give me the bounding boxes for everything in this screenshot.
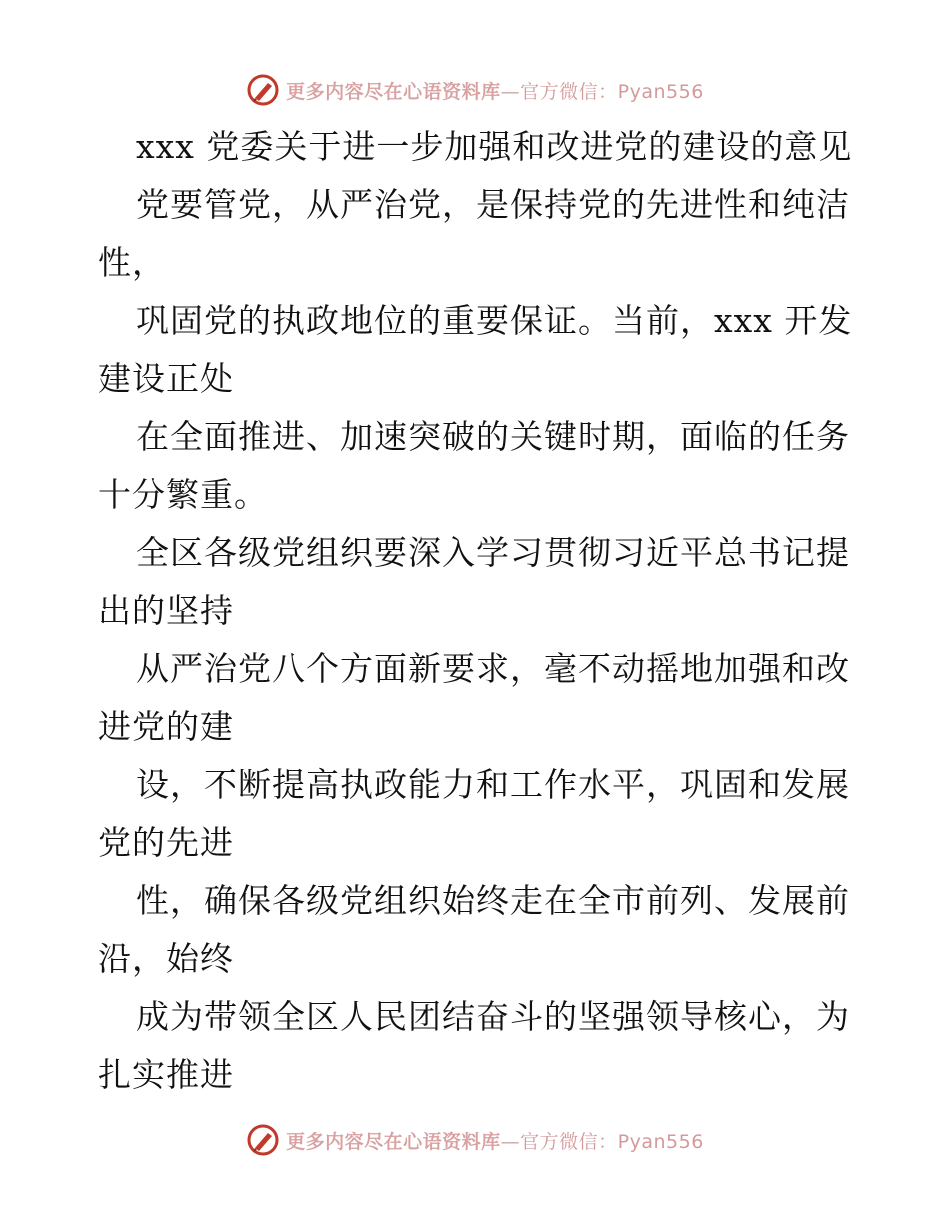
banner-contact-text: 官方微信：Pyan556	[520, 1130, 704, 1153]
document-line: 设，不断提高执政能力和工作水平，巩固和发展	[136, 765, 850, 804]
footer-banner	[0, 1120, 950, 1160]
document-line: 进党的建	[98, 707, 234, 746]
document-line: 十分繁重。	[98, 475, 268, 514]
document-line: 沿，始终	[98, 939, 234, 978]
banner-main-text: 更多内容尽在心语资料库	[286, 80, 501, 103]
banner-separator: —	[500, 80, 521, 103]
document-line: xxx 党委关于进一步加强和改进党的建设的意见	[136, 127, 853, 166]
document-line: 党的先进	[98, 823, 234, 862]
document-line: 在全面推进、加速突破的关键时期，面临的任务	[136, 417, 850, 456]
pen-logo-icon	[246, 1123, 280, 1157]
document-line: 性，	[98, 243, 166, 282]
banner-main-text: 更多内容尽在心语资料库	[286, 1130, 501, 1153]
document-line: 全区各级党组织要深入学习贯彻习近平总书记提	[136, 533, 850, 572]
banner-text	[286, 77, 704, 104]
pen-logo-icon	[246, 73, 280, 107]
document-line: 扎实推进	[98, 1055, 234, 1094]
document-line: 建设正处	[98, 359, 234, 398]
document-line: 从严治党八个方面新要求，毫不动摇地加强和改	[136, 649, 850, 688]
document-line: 性，确保各级党组织始终走在全市前列、发展前	[136, 881, 850, 920]
header-banner	[0, 70, 950, 110]
document-body	[98, 118, 858, 1104]
banner-contact-text: 官方微信：Pyan556	[520, 80, 704, 103]
document-line: 出的坚持	[98, 591, 234, 630]
document-line: 成为带领全区人民团结奋斗的坚强领导核心，为	[136, 997, 850, 1036]
banner-text	[286, 1127, 704, 1154]
banner-separator: —	[500, 1130, 521, 1153]
document-line: 党要管党，从严治党，是保持党的先进性和纯洁	[136, 185, 850, 224]
document-line: 巩固党的执政地位的重要保证。当前，xxx 开发	[136, 301, 853, 340]
